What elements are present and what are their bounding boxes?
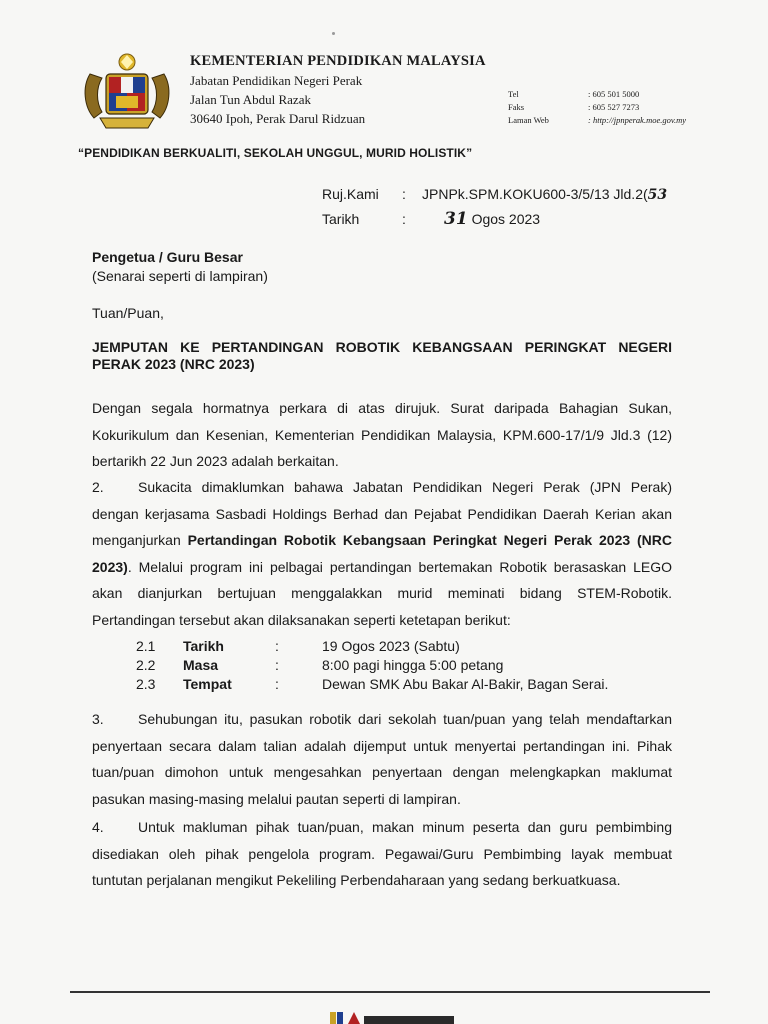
date-label: Tarikh — [322, 211, 360, 227]
contact-value: : 605 501 5000 — [588, 89, 640, 99]
malaysia-coat-of-arms-icon — [76, 52, 178, 132]
paragraph-3 — [92, 706, 672, 812]
contact-label: Tel — [508, 89, 519, 99]
detail-colon: : — [275, 676, 279, 692]
detail-label: Masa — [183, 657, 219, 673]
paragraph-text: Untuk makluman pihak tuan/puan, makan minum peserta dan guru pembimbing disediakan oleh pihak pengelola program. Pegawai/Guru Pembimbing layak membuat tuntutan perjalanan mengikut Pekeliling Perbendaharaan yang sedang berkuatkuasa. — [92, 819, 672, 888]
paragraph-number: 3. — [92, 711, 104, 727]
detail-value: 8:00 pagi hingga 5:00 petang — [322, 657, 504, 673]
ministry-name: KEMENTERIAN PENDIDIKAN MALAYSIA — [190, 53, 486, 69]
ref-value: JPNPk.SPM.KOKU600-3/5/13 Jld.2( — [422, 186, 648, 202]
detail-colon: : — [275, 657, 279, 673]
footer-divider — [70, 991, 710, 993]
detail-value: 19 Ogos 2023 (Sabtu) — [322, 638, 460, 654]
handwritten-ref-number: 53 — [647, 187, 668, 203]
paragraph-number: 4. — [92, 819, 104, 835]
detail-row — [136, 637, 608, 656]
motto: “PENDIDIKAN BERKUALITI, SEKOLAH UNGGUL, MURID HOLISTIK” — [78, 146, 473, 160]
detail-value: Dewan SMK Abu Bakar Al-Bakir, Bagan Serai. — [322, 676, 609, 692]
address-line: Jalan Tun Abdul Razak — [190, 92, 311, 107]
detail-label: Tarikh — [183, 638, 224, 654]
contact-row — [508, 101, 686, 114]
paragraph-number: 2. — [92, 479, 104, 495]
ref-label: Ruj.Kami — [322, 186, 379, 202]
detail-colon: : — [275, 638, 279, 654]
ref-colon: : — [402, 186, 406, 202]
paragraph-2 — [92, 474, 672, 633]
detail-number: 2.2 — [136, 657, 156, 673]
contact-row — [508, 88, 686, 101]
handwritten-date-day: 31 — [444, 209, 468, 229]
paragraph-text: Sehubungan itu, pasukan robotik dari sekolah tuan/puan yang telah mendaftarkan penyertaan secara dalam talian adalah dijemput untuk menyertai pertandingan ini. Pihak tuan/puan dimohon untuk mengesahkan penyertaan dengan melengkapkan maklumat pasukan masing-masing melalui pautan seperti di lampiran. — [92, 711, 672, 807]
detail-label: Tempat — [183, 676, 232, 692]
detail-row — [136, 656, 608, 675]
detail-row — [136, 675, 608, 694]
paragraph-text: . Melalui program ini pelbagai pertandingan bertemakan Robotik berasaskan LEGO akan dianjurkan bertujuan menggalakkan murid meminati bidang STEM-Robotik. Pertandingan tersebut akan dilaksanakan seperti ketetapan berikut: — [92, 558, 672, 628]
address-line: 30640 Ipoh, Perak Darul Ridzuan — [190, 111, 366, 126]
contact-row — [508, 114, 686, 127]
address-line: Jabatan Pendidikan Negeri Perak — [190, 73, 363, 88]
website-link[interactable]: : http://jpnperak.moe.gov.my — [588, 115, 687, 125]
detail-number: 2.3 — [136, 676, 156, 692]
scan-speck — [332, 32, 335, 35]
contact-label: Laman Web — [508, 115, 549, 125]
date-colon: : — [402, 211, 406, 227]
event-name: Pertandingan Robotik Kebangsaan Peringkat Negeri Perak 2023 (NRC 2023) — [92, 532, 672, 575]
paragraph-4 — [92, 814, 672, 894]
date-value: Ogos 2023 — [471, 211, 541, 227]
subject-heading: JEMPUTAN KE PERTANDINGAN ROBOTIK KEBANGSAAN PERINGKAT NEGERI PERAK 2023 (NRC 2023) — [92, 339, 672, 372]
contact-value: : 605 527 7273 — [588, 102, 640, 112]
event-details-list — [136, 637, 608, 694]
contact-block — [508, 88, 686, 127]
footer-logo-icon — [330, 1010, 460, 1024]
contact-label: Faks — [508, 102, 525, 112]
reference-line — [322, 186, 667, 203]
recipient-note: (Senarai seperti di lampiran) — [92, 268, 268, 284]
paragraph-text: Sukacita dimaklumkan bahawa Jabatan Pendidikan Negeri Perak (JPN Perak) dengan kerjasama Sasbadi Holdings Berhad dan Pejabat Pendidikan Daerah Kerian akan menganjurkan — [92, 479, 672, 548]
paragraph-1: Dengan segala hormatnya perkara di atas dirujuk. Surat daripada Bahagian Sukan, Kokurikulum dan Kesenian, Kementerian Pendidikan Malaysia, KPM.600-17/1/9 Jld.3 (12) bertarikh 22 Jun 2023 adalah berkaitan. — [92, 400, 672, 469]
recipient-title: Pengetua / Guru Besar — [92, 249, 243, 265]
date-line — [322, 209, 540, 229]
salutation: Tuan/Puan, — [92, 305, 164, 321]
detail-number: 2.1 — [136, 638, 156, 654]
